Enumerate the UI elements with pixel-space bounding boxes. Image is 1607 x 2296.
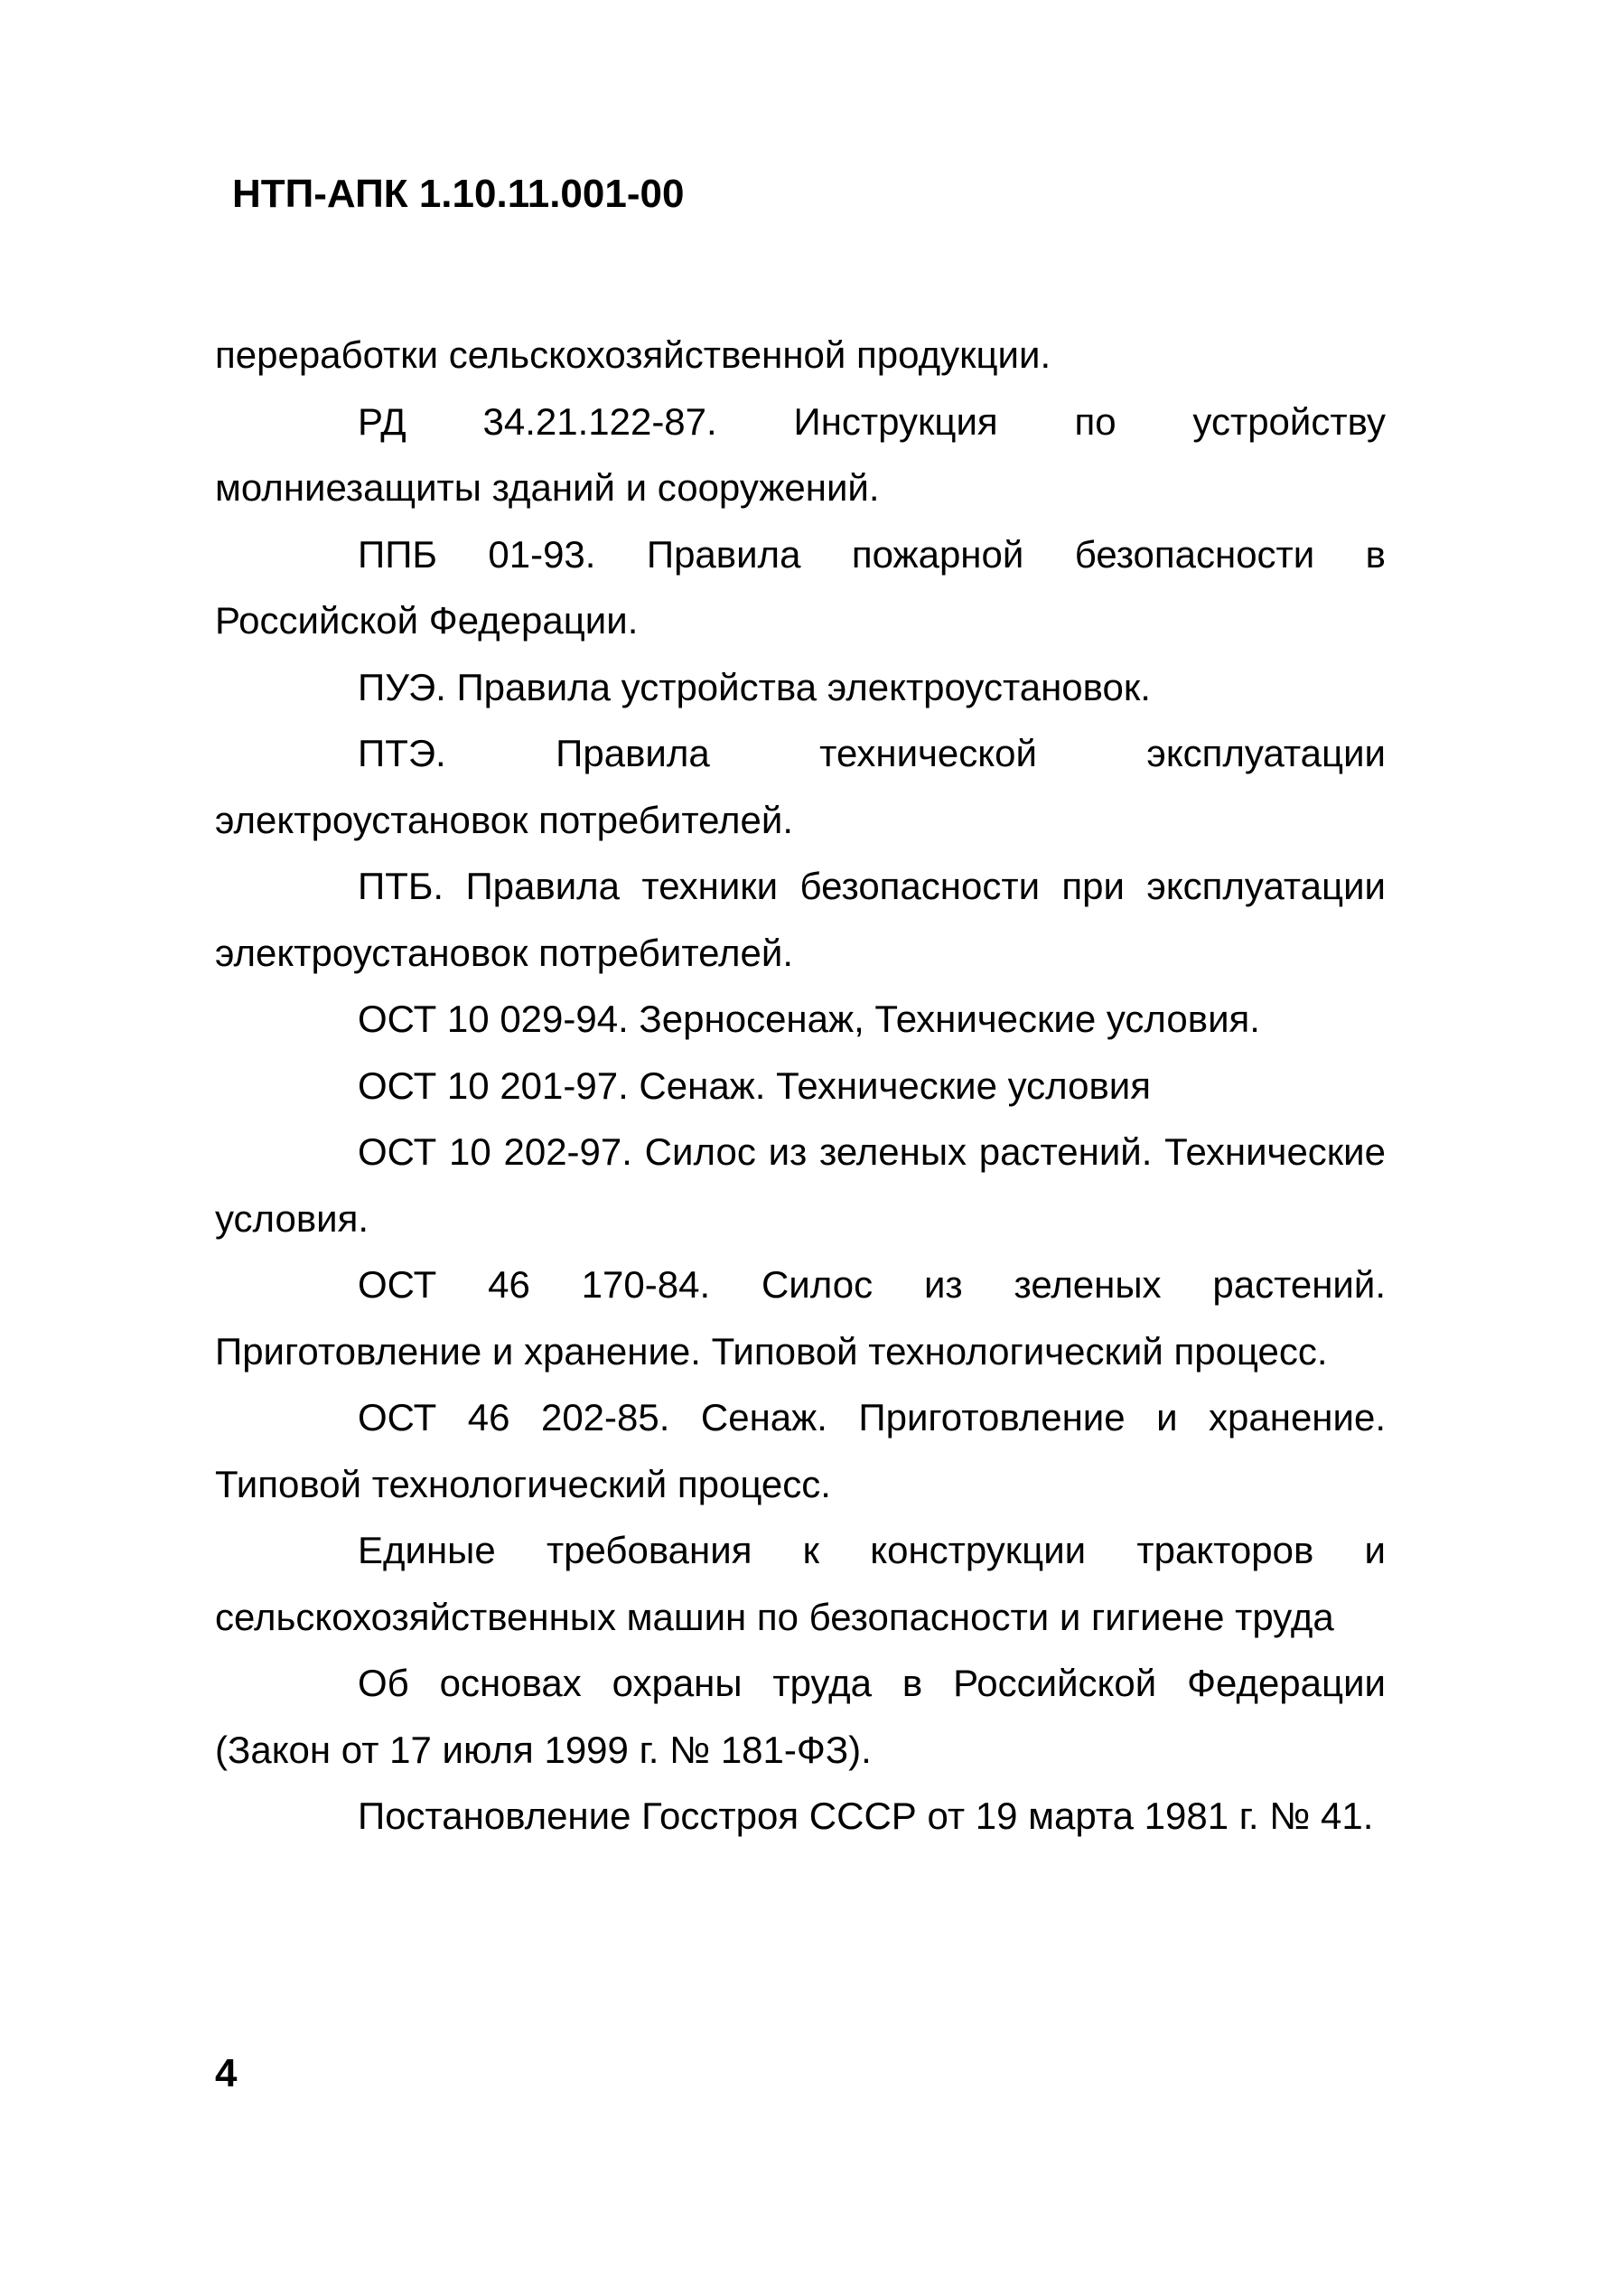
document-code-header: НТП-АПК 1.10.11.001-00 [232,172,685,216]
reference-item: Единые требования к конструкции тракторов и сельскохозяйственных машин по безопасности и гигиене труда [215,1529,1386,1638]
reference-item: ПТЭ. Правила технической эксплуатации электроустановок потребителей. [215,732,1386,841]
reference-list [215,322,1386,1850]
page-number: 4 [215,2051,238,2095]
reference-item: РД 34.21.122-87. Инструкция по устройству молниезащиты зданий и сооружений. [215,399,1386,509]
reference-item: ОСТ 10 202-97. Силос из зеленых растений. Технические условия. [215,1130,1386,1240]
reference-item: ОСТ 10 201-97. Сенаж. Технические условия [358,1064,1151,1107]
paragraph-continuation: переработки сельскохозяйственной продукции. [215,333,1051,376]
reference-item: Об основах охраны труда в Российской Федерации (Закон от 17 июля 1999 г. № 181-ФЗ). [215,1662,1386,1771]
reference-item: ОСТ 10 029-94. Зерносенаж, Технические условия. [358,998,1260,1040]
reference-item: ОСТ 46 202-85. Сенаж. Приготовление и хранение. Типовой технологический процесс. [215,1396,1386,1505]
reference-item: ПУЭ. Правила устройства электроустановок. [358,665,1151,708]
reference-item: ПТБ. Правила техники безопасности при эксплуатации электроустановок потребителей. [215,865,1386,974]
reference-item: Постановление Госстроя СССР от 19 марта 1981 г. № 41. [358,1795,1374,1837]
reference-item: ППБ 01-93. Правила пожарной безопасности в Российской Федерации. [215,532,1386,642]
reference-item: ОСТ 46 170-84. Силос из зеленых растений. Приготовление и хранение. Типовой технологический процесс. [215,1263,1386,1373]
